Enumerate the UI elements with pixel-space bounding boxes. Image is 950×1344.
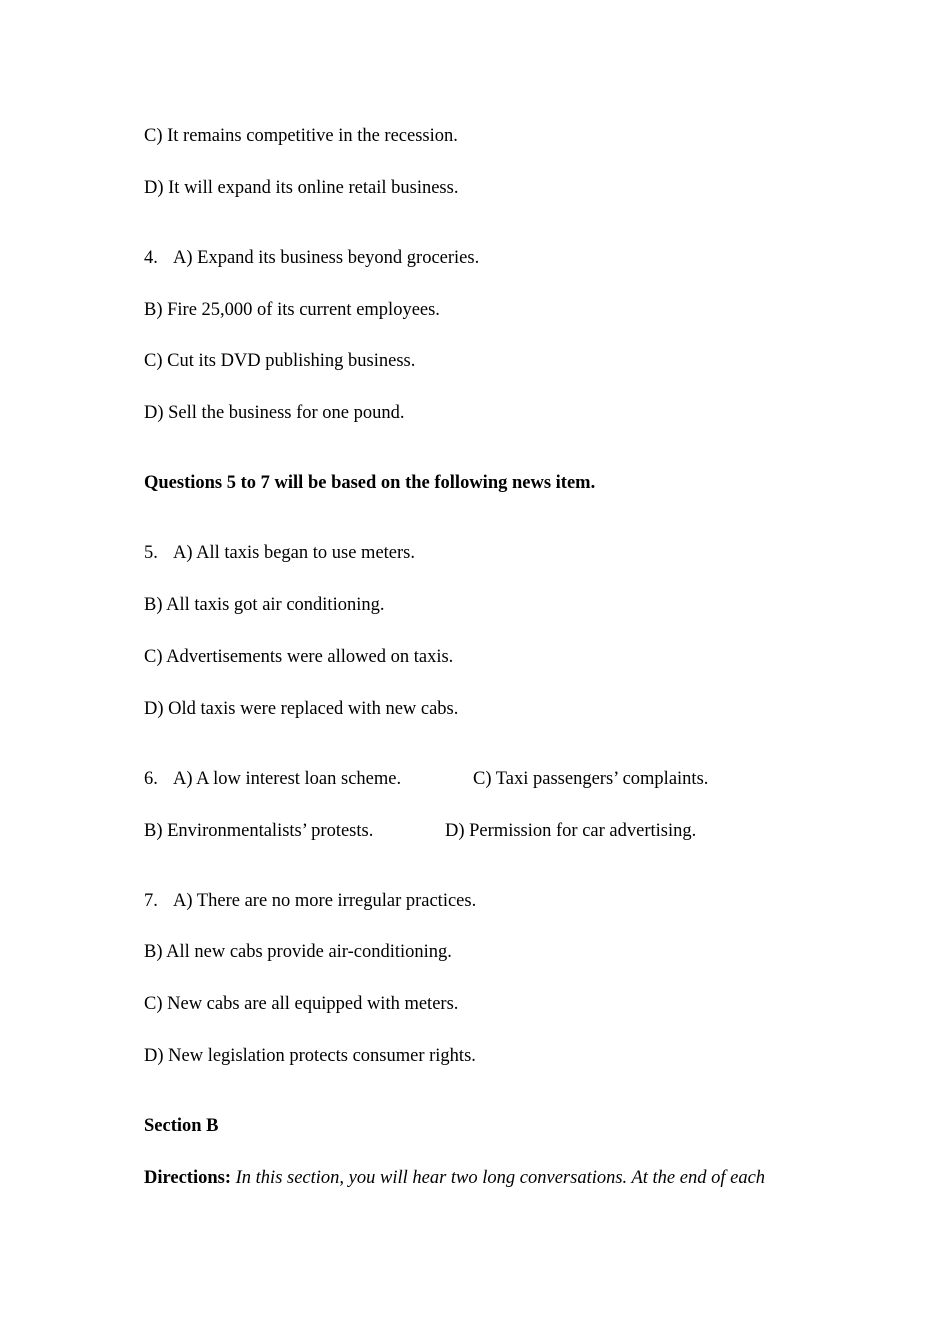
section-b-directions (144, 1167, 765, 1189)
q5-option-a-text: A) All taxis began to use meters. (173, 543, 415, 563)
q3-option-c: C) It remains competitive in the recession. (144, 126, 458, 146)
q6-option-c: C) Taxi passengers’ complaints. (473, 769, 709, 789)
q7-option-c: C) New cabs are all equipped with meters. (144, 994, 459, 1014)
q5-option-a (144, 542, 415, 564)
q5-option-d: D) Old taxis were replaced with new cabs. (144, 699, 459, 719)
q7-option-b: B) All new cabs provide air-conditioning. (144, 942, 452, 962)
q5-number: 5. (144, 543, 158, 563)
q7-option-a (144, 890, 476, 912)
q6-option-a-text: A) A low interest loan scheme. (173, 769, 402, 789)
q4-option-c: C) Cut its DVD publishing business. (144, 351, 416, 371)
q5-option-b: B) All taxis got air conditioning. (144, 595, 385, 615)
section-b-title: Section B (144, 1116, 219, 1136)
q3-option-d: D) It will expand its online retail business. (144, 178, 459, 198)
directions-label: Directions: (144, 1168, 231, 1188)
q7-number: 7. (144, 891, 158, 911)
q6-option-a (144, 768, 401, 790)
q4-option-d: D) Sell the business for one pound. (144, 403, 405, 423)
directions-text: In this section, you will hear two long conversations. At the end of each (235, 1168, 766, 1188)
q6-option-d: D) Permission for car advertising. (445, 821, 697, 841)
q4-option-a (144, 247, 479, 269)
q4-number: 4. (144, 248, 158, 268)
q7-option-d: D) New legislation protects consumer rights. (144, 1046, 476, 1066)
q4-option-a-text: A) Expand its business beyond groceries. (173, 248, 480, 268)
q7-option-a-text: A) There are no more irregular practices. (173, 891, 477, 911)
q6-number: 6. (144, 769, 158, 789)
news-item-heading: Questions 5 to 7 will be based on the following news item. (144, 473, 596, 493)
q4-option-b: B) Fire 25,000 of its current employees. (144, 300, 440, 320)
q5-option-c: C) Advertisements were allowed on taxis. (144, 647, 454, 667)
q6-option-b: B) Environmentalists’ protests. (144, 821, 374, 841)
